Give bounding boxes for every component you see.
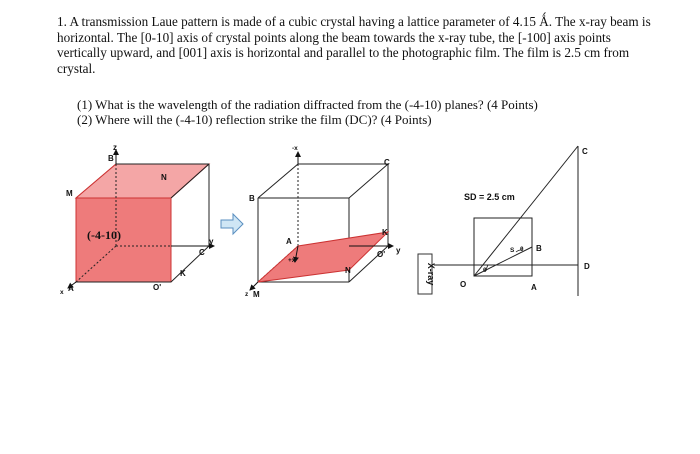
cube1-N-label: N — [161, 173, 167, 182]
cube1-z-label: z — [113, 143, 117, 152]
question-2: (2) Where will the (-4-10) reflection strike the film (DC)? (4 Points) — [77, 112, 432, 127]
xray-label-box — [418, 254, 436, 294]
plane-label: (-4-10) — [87, 228, 121, 242]
cube1-B-label: B — [108, 154, 114, 163]
cube2-plusx-label: +x — [288, 257, 296, 264]
cube2-K-label: K — [382, 228, 388, 237]
cube1-C-label: C — [199, 248, 205, 257]
plane-4-10-top — [76, 164, 209, 198]
cube1-M-label: M — [66, 189, 73, 198]
geom-O-label: O — [460, 280, 467, 289]
problem-text: 1. A transmission Laue pattern is made of a cubic crystal having a lattice parameter of 4.15 Ǻ. The x-ray beam is horizontal. The [0-10] axis of crystal points along the beam towards the x-ray tube, the [-100] axis points vertically upward, and [001] axis is horizontal and parallel to the photographic film. The film is 2.5 cm from crystal. — [57, 14, 651, 76]
cube2-B-label: B — [249, 194, 255, 203]
cube2-z-label: z — [245, 291, 249, 298]
cube1-y-label: y — [209, 237, 214, 246]
cube1-A-label: A — [68, 284, 74, 293]
cube2-M-label: M — [253, 290, 260, 299]
geom-D-label: D — [584, 262, 590, 271]
sd-label: SD = 2.5 cm — [464, 192, 515, 202]
diffraction-geometry — [434, 146, 590, 296]
plane-4-10-slice — [258, 232, 388, 282]
cube1-x-label: x — [60, 289, 64, 296]
geom-theta1-label: θ — [520, 246, 524, 253]
cube2-N-label: N — [345, 266, 351, 275]
geom-B-label: B — [536, 244, 542, 253]
cube2-A-label: A — [286, 237, 292, 246]
cube1-O-label: O' — [153, 283, 162, 292]
geom-S-label: S — [510, 247, 515, 254]
cube2-negx-label: -x — [292, 145, 298, 152]
cube2-O-label: O' — [377, 250, 386, 259]
cube-2 — [245, 145, 401, 299]
cube1-K-label: K — [180, 269, 186, 278]
geom-A-label: A — [531, 283, 537, 292]
right-arrow-icon — [221, 214, 243, 234]
geom-theta2-label: θ — [483, 267, 487, 274]
question-1: (1) What is the wavelength of the radiation diffracted from the (-4-10) planes? (4 Points) — [77, 97, 538, 112]
xray-label: X-ray — [426, 262, 436, 286]
cube-1 — [60, 143, 214, 296]
geom-C-label: C — [582, 147, 588, 156]
cube2-y-label: y — [396, 246, 401, 255]
cube2-C-label: C — [384, 158, 390, 167]
